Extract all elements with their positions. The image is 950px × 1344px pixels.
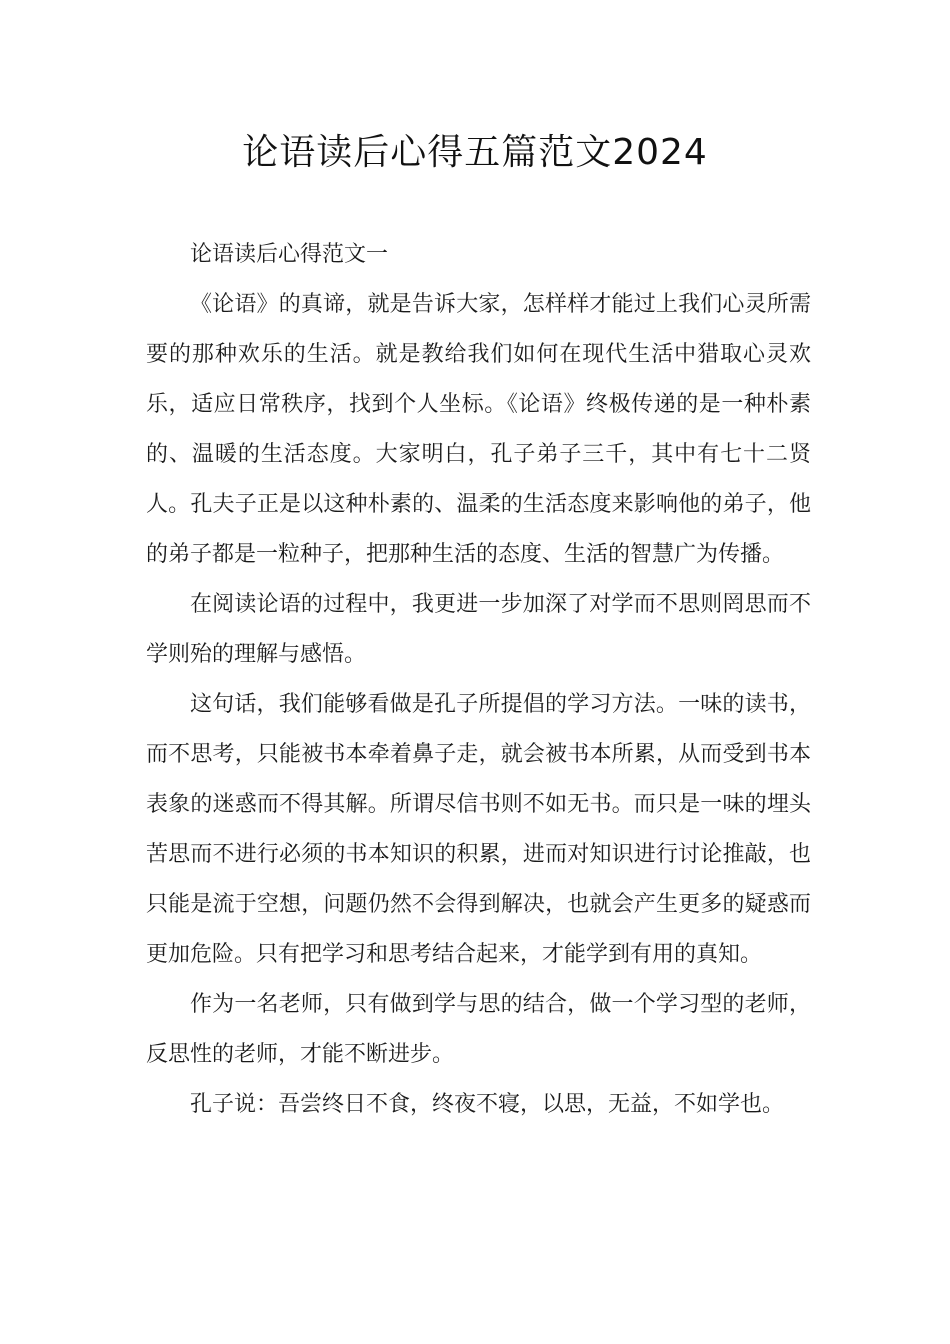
section-heading: 论语读后心得范文一	[190, 242, 389, 267]
paragraph: 在阅读论语的过程中，我更进一步加深了对学而不思则罔思而不学则殆的理解与感悟。	[146, 592, 811, 667]
paragraph: 《论语》的真谛，就是告诉大家，怎样样才能过上我们心灵所需要的那种欢乐的生活。就是教给我们如何在现代生活中猎取心灵欢乐，适应日常秩序，找到个人坐标。《论语》终极传递的是一种朴素的、温暖的生活态度。大家明白，孔子弟子三千，其中有七十二贤人。孔夫子正是以这种朴素的、温柔的生活态度来影响他的弟子，他的弟子都是一粒种子，把那种生活的态度、生活的智慧广为传播。	[146, 292, 811, 567]
paragraph: 这句话，我们能够看做是孔子所提倡的学习方法。一味的读书，而不思考，只能被书本牵着鼻子走，就会被书本所累，从而受到书本表象的迷惑而不得其解。所谓尽信书则不如无书。而只是一味的埋头苦思而不进行必须的书本知识的积累，进而对知识进行讨论推敲，也只能是流于空想，问题仍然不会得到解决，也就会产生更多的疑惑而更加危险。只有把学习和思考结合起来，才能学到有用的真知。	[146, 692, 811, 967]
document-body	[146, 230, 811, 1130]
document-title: 论语读后心得五篇范文2024	[242, 132, 708, 173]
paragraph: 孔子说：吾尝终日不食，终夜不寝，以思，无益，不如学也。	[190, 1092, 785, 1117]
paragraph: 作为一名老师，只有做到学与思的结合，做一个学习型的老师，反思性的老师，才能不断进步。	[146, 992, 811, 1067]
